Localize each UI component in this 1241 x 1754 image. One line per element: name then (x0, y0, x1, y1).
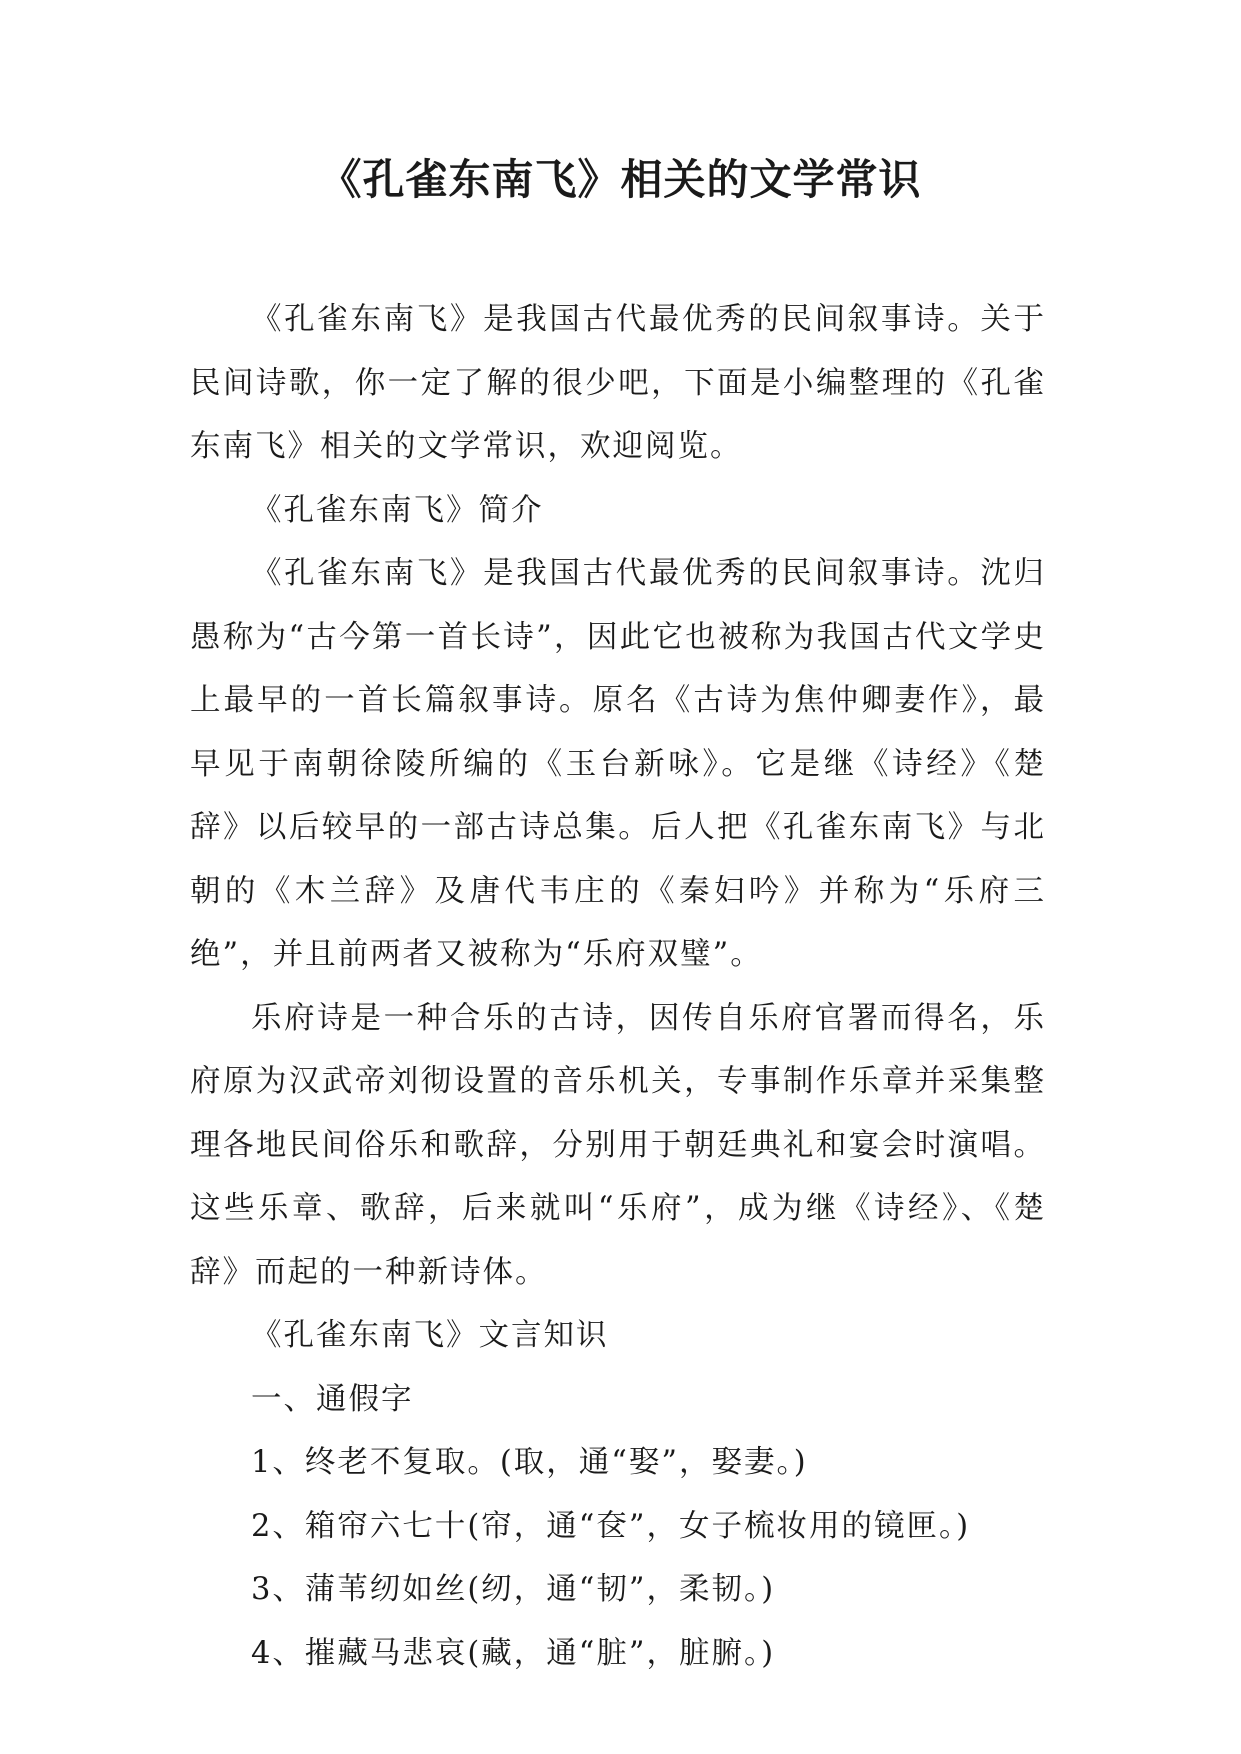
section-heading-introduction: 《孔雀东南飞》简介 (251, 492, 544, 528)
document-title: 《孔雀东南飞》相关的文学常识 (319, 155, 922, 204)
list-item: 4、摧藏马悲哀(藏，通“脏”，脏腑。) (251, 1635, 776, 1671)
yuefu-paragraph: 乐府诗是一种合乐的古诗，因传自乐府官署而得名，乐府原为汉武帝刘彻设置的音乐机关，专事制作乐章并采集整理各地民间俗乐和歌辞，分别用于朝廷典礼和宴会时演唱。这些乐章、歌辞，后来就叫“乐府”，成为继《诗经》、《楚辞》而起的一种新诗体。 (190, 1000, 1046, 1290)
document-body (190, 288, 1046, 1685)
intro-paragraph: 《孔雀东南飞》是我国古代最优秀的民间叙事诗。关于民间诗歌，你一定了解的很少吧，下面是小编整理的《孔雀东南飞》相关的文学常识，欢迎阅览。 (190, 302, 1046, 464)
introduction-paragraph: 《孔雀东南飞》是我国古代最优秀的民间叙事诗。沈归愚称为“古今第一首长诗”，因此它也被称为我国古代文学史上最早的一首长篇叙事诗。原名《古诗为焦仲卿妻作》，最早见于南朝徐陵所编的《玉台新咏》。它是继《诗经》《楚辞》以后较早的一部古诗总集。后人把《孔雀东南飞》与北朝的《木兰辞》及唐代韦庄的《秦妇吟》并称为“乐府三绝”，并且前两者又被称为“乐府双璧”。 (190, 556, 1046, 972)
list-item: 1、终老不复取。(取，通“娶”，娶妻。) (251, 1445, 808, 1480)
list-item: 2、箱帘六七十(帘，通“奁”，女子梳妆用的镜匣。) (251, 1508, 971, 1544)
section-heading-classical-knowledge: 《孔雀东南飞》文言知识 (251, 1318, 609, 1353)
list-item: 3、蒲苇纫如丝(纫，通“韧”，柔韧。) (251, 1572, 776, 1607)
subheading-interchangeable-characters: 一、通假字 (251, 1381, 414, 1417)
